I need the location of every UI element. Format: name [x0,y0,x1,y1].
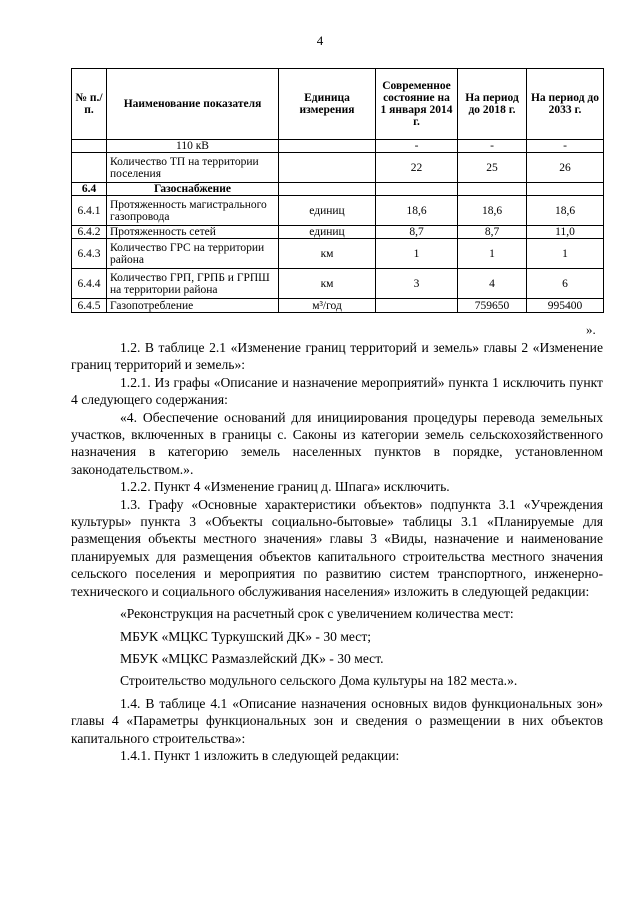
cell-current: 22 [376,153,458,183]
paragraph-1-4: 1.4. В таблице 4.1 «Описание назначения основных видов функциональных зон» главы 4 «Параметры функциональных зон и сведения о размещении в них объектов капитального строительства»: [71,695,603,746]
table-row [72,196,604,226]
cell-2018: 1 [458,239,527,269]
cell-2033: 6 [527,269,604,299]
cell-current [376,299,458,313]
cell-num: 6.4.5 [72,299,107,313]
cell-num: 6.4.3 [72,239,107,269]
header-num: № п./п. [72,69,107,140]
cell-num [72,153,107,183]
cell-num: 6.4.1 [72,196,107,226]
cell-name: Протяженность сетей [107,226,279,239]
cell-current: 3 [376,269,458,299]
cell-unit [279,183,376,196]
cell-2018: 18,6 [458,196,527,226]
cell-2018: 8,7 [458,226,527,239]
cell-2033: - [527,140,604,153]
closing-quote: ». [586,322,596,337]
cell-unit: единиц [279,226,376,239]
cell-unit [279,153,376,183]
cell-2018: 759650 [458,299,527,313]
cell-current: 18,6 [376,196,458,226]
cell-current: 8,7 [376,226,458,239]
paragraph-mbuk-razmazley: МБУК «МЦКС Размазлейский ДК» - 30 мест. [120,650,384,666]
table-row [72,183,604,196]
cell-unit: единиц [279,196,376,226]
cell-name: Протяженность магистрального газопровода [107,196,279,226]
table-row [72,239,604,269]
header-unit: Единица измерения [279,69,376,140]
table-header-row [72,69,604,140]
cell-unit: км [279,239,376,269]
cell-name: Газопотребление [107,299,279,313]
cell-num: 6.4.4 [72,269,107,299]
paragraph-1-2-2: 1.2.2. Пункт 4 «Изменение границ д. Шпага» исключить. [120,479,450,495]
page-number: 4 [316,33,324,48]
table-row [72,299,604,313]
cell-2033: 11,0 [527,226,604,239]
cell-num [72,140,107,153]
document-body [71,339,603,764]
paragraph-1-2: 1.2. В таблице 2.1 «Изменение границ территорий и земель» главы 2 «Изменение границ территорий и земель»: [71,340,603,373]
cell-unit [279,140,376,153]
cell-current: - [376,140,458,153]
cell-name: Количество ГРС на территории района [107,239,279,269]
cell-num: 6.4.2 [72,226,107,239]
cell-num: 6.4 [72,183,107,196]
cell-name: Количество ГРП, ГРПБ и ГРПШ на территории района [107,269,279,299]
table-row [72,269,604,299]
cell-2018: 4 [458,269,527,299]
cell-current: 1 [376,239,458,269]
paragraph-reconstruction: «Реконструкция на расчетный срок с увеличением количества мест: [120,606,514,622]
header-name: Наименование показателя [107,69,279,140]
cell-2018: 25 [458,153,527,183]
paragraph-mbuk-turkush: МБУК «МЦКС Туркушский ДК» - 30 мест; [120,628,372,644]
paragraph-quote-4: «4. Обеспечение оснований для инициирования процедуры перевода земельных участков, включенных в границы с. Саконы из категории земель сельскохозяйственного назначения в категорию земель населенных пунктов в порядке, установленном законодательством.». [71,409,603,477]
indicators-table [71,68,604,313]
cell-name: Газоснабжение [107,183,279,196]
paragraph-1-2-1: 1.2.1. Из графы «Описание и назначение мероприятий» пункта 1 исключить пункт 4 следующего содержания: [71,374,603,408]
paragraph-1-3: 1.3. Графу «Основные характеристики объектов» подпункта 3.1 «Учреждения культуры» пункта 3 «Объекты социально-бытовые» таблицы 3.1 «Планируемые для размещения объекты местного значения» главы 3 «Виды, назначение и наименование планируемых для размещения объектов капитального строительства местного значения сельского поселения и мероприятия по развитию систем транспортного, инженерно-технического и социального обслуживания населения» изложить в следующей редакции: [71,496,603,599]
header-current: Современное состояние на 1 января 2014 г. [376,69,458,140]
cell-2033 [527,183,604,196]
header-2018: На период до 2018 г. [458,69,527,140]
cell-2018 [458,183,527,196]
cell-2033: 995400 [527,299,604,313]
table-row [72,153,604,183]
header-2033: На период до 2033 г. [527,69,604,140]
cell-2033: 18,6 [527,196,604,226]
paragraph-1-4-1: 1.4.1. Пункт 1 изложить в следующей редакции: [120,747,400,763]
cell-name: Количество ТП на территории поселения [107,153,279,183]
table-row [72,226,604,239]
table-row [72,140,604,153]
cell-2018: - [458,140,527,153]
cell-2033: 1 [527,239,604,269]
cell-name: 110 кВ [107,140,279,153]
paragraph-construction: Строительство модульного сельского Дома культуры на 182 места.». [120,673,518,689]
cell-2033: 26 [527,153,604,183]
cell-current [376,183,458,196]
cell-unit: м³/год [279,299,376,313]
cell-unit: км [279,269,376,299]
